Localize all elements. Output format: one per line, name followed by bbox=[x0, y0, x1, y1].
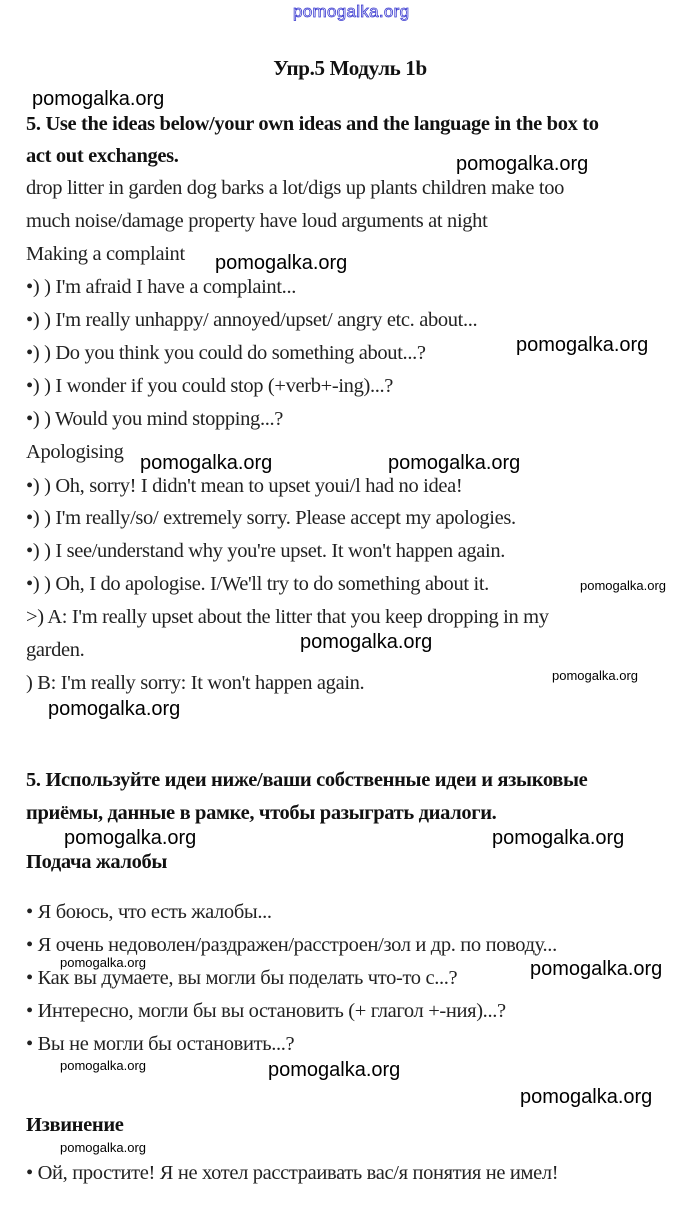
complaint-heading-en: Making a complaint bbox=[26, 243, 185, 265]
dialogue-line: garden. bbox=[26, 639, 85, 661]
list-item: •) ) Oh, sorry! I didn't mean to upset youi/l had no idea! bbox=[26, 475, 463, 497]
watermark: pomogalka.org bbox=[60, 955, 146, 970]
dialogue-line: ) B: I'm really sorry: It won't happen again. bbox=[26, 672, 365, 694]
list-item: • Интересно, могли бы вы остановить (+ глагол +-ния)...? bbox=[26, 1000, 506, 1022]
watermark: pomogalka.org bbox=[520, 1086, 653, 1108]
task-ru-line-2: приёмы, данные в рамке, чтобы разыграть диалоги. bbox=[26, 802, 497, 824]
watermark: pomogalka.org bbox=[530, 958, 663, 980]
list-item: •) ) I'm afraid I have a complaint... bbox=[26, 276, 296, 298]
list-item: • Я очень недоволен/раздражен/расстроен/зол и др. по поводу... bbox=[26, 934, 557, 956]
list-item: •) ) Do you think you could do something about...? bbox=[26, 342, 426, 364]
ideas-line-2: much noise/damage property have loud arguments at night bbox=[26, 210, 488, 232]
watermark: pomogalka.org bbox=[268, 1059, 401, 1081]
watermark: pomogalka.org bbox=[388, 452, 521, 474]
list-item: •) ) Would you mind stopping...? bbox=[26, 408, 284, 430]
complaint-heading-ru: Подача жалобы bbox=[26, 851, 168, 873]
list-item: • Я боюсь, что есть жалобы... bbox=[26, 901, 272, 923]
list-item: •) ) I'm really/so/ extremely sorry. Please accept my apologies. bbox=[26, 507, 516, 529]
list-item: • Вы не могли бы остановить...? bbox=[26, 1033, 295, 1055]
list-item: •) ) I'm really unhappy/ annoyed/upset/ angry etc. about... bbox=[26, 309, 478, 331]
watermark: pomogalka.org bbox=[32, 88, 165, 110]
page-title: Упр.5 Модуль 1b bbox=[273, 56, 427, 80]
ideas-line-1: drop litter in garden dog barks a lot/digs up plants children make too bbox=[26, 177, 564, 199]
list-item: •) ) I wonder if you could stop (+verb+-ing)...? bbox=[26, 375, 394, 397]
list-item: • Ой, простите! Я не хотел расстраивать вас/я понятия не имел! bbox=[26, 1162, 559, 1184]
watermark: pomogalka.org bbox=[64, 827, 197, 849]
watermark: pomogalka.org bbox=[300, 631, 433, 653]
watermark: pomogalka.org bbox=[60, 1058, 146, 1073]
watermark: pomogalka.org bbox=[456, 153, 589, 175]
apologising-heading: Apologising bbox=[26, 441, 124, 463]
watermark: pomogalka.org bbox=[60, 1140, 146, 1155]
list-item: •) ) Oh, I do apologise. I/We'll try to do something about it. bbox=[26, 573, 489, 595]
task-en-line-2: act out exchanges. bbox=[26, 145, 179, 167]
watermark: pomogalka.org bbox=[580, 578, 666, 593]
watermark: pomogalka.org bbox=[140, 452, 273, 474]
watermark: pomogalka.org bbox=[48, 698, 181, 720]
list-item: • Как вы думаете, вы могли бы поделать что-то с...? bbox=[26, 967, 458, 989]
apology-heading-ru: Извинение bbox=[26, 1114, 124, 1136]
watermark: pomogalka.org bbox=[492, 827, 625, 849]
task-ru-line-1: 5. Используйте идеи ниже/ваши собственные идеи и языковые bbox=[26, 769, 588, 791]
task-en-line-1: 5. Use the ideas below/your own ideas and the language in the box to bbox=[26, 113, 599, 135]
header-watermark: pomogalka.org bbox=[293, 2, 410, 21]
watermark: pomogalka.org bbox=[215, 252, 348, 274]
dialogue-line: >) A: I'm really upset about the litter that you keep dropping in my bbox=[26, 606, 549, 628]
list-item: •) ) I see/understand why you're upset. It won't happen again. bbox=[26, 540, 506, 562]
watermark: pomogalka.org bbox=[552, 668, 638, 683]
watermark: pomogalka.org bbox=[516, 334, 649, 356]
